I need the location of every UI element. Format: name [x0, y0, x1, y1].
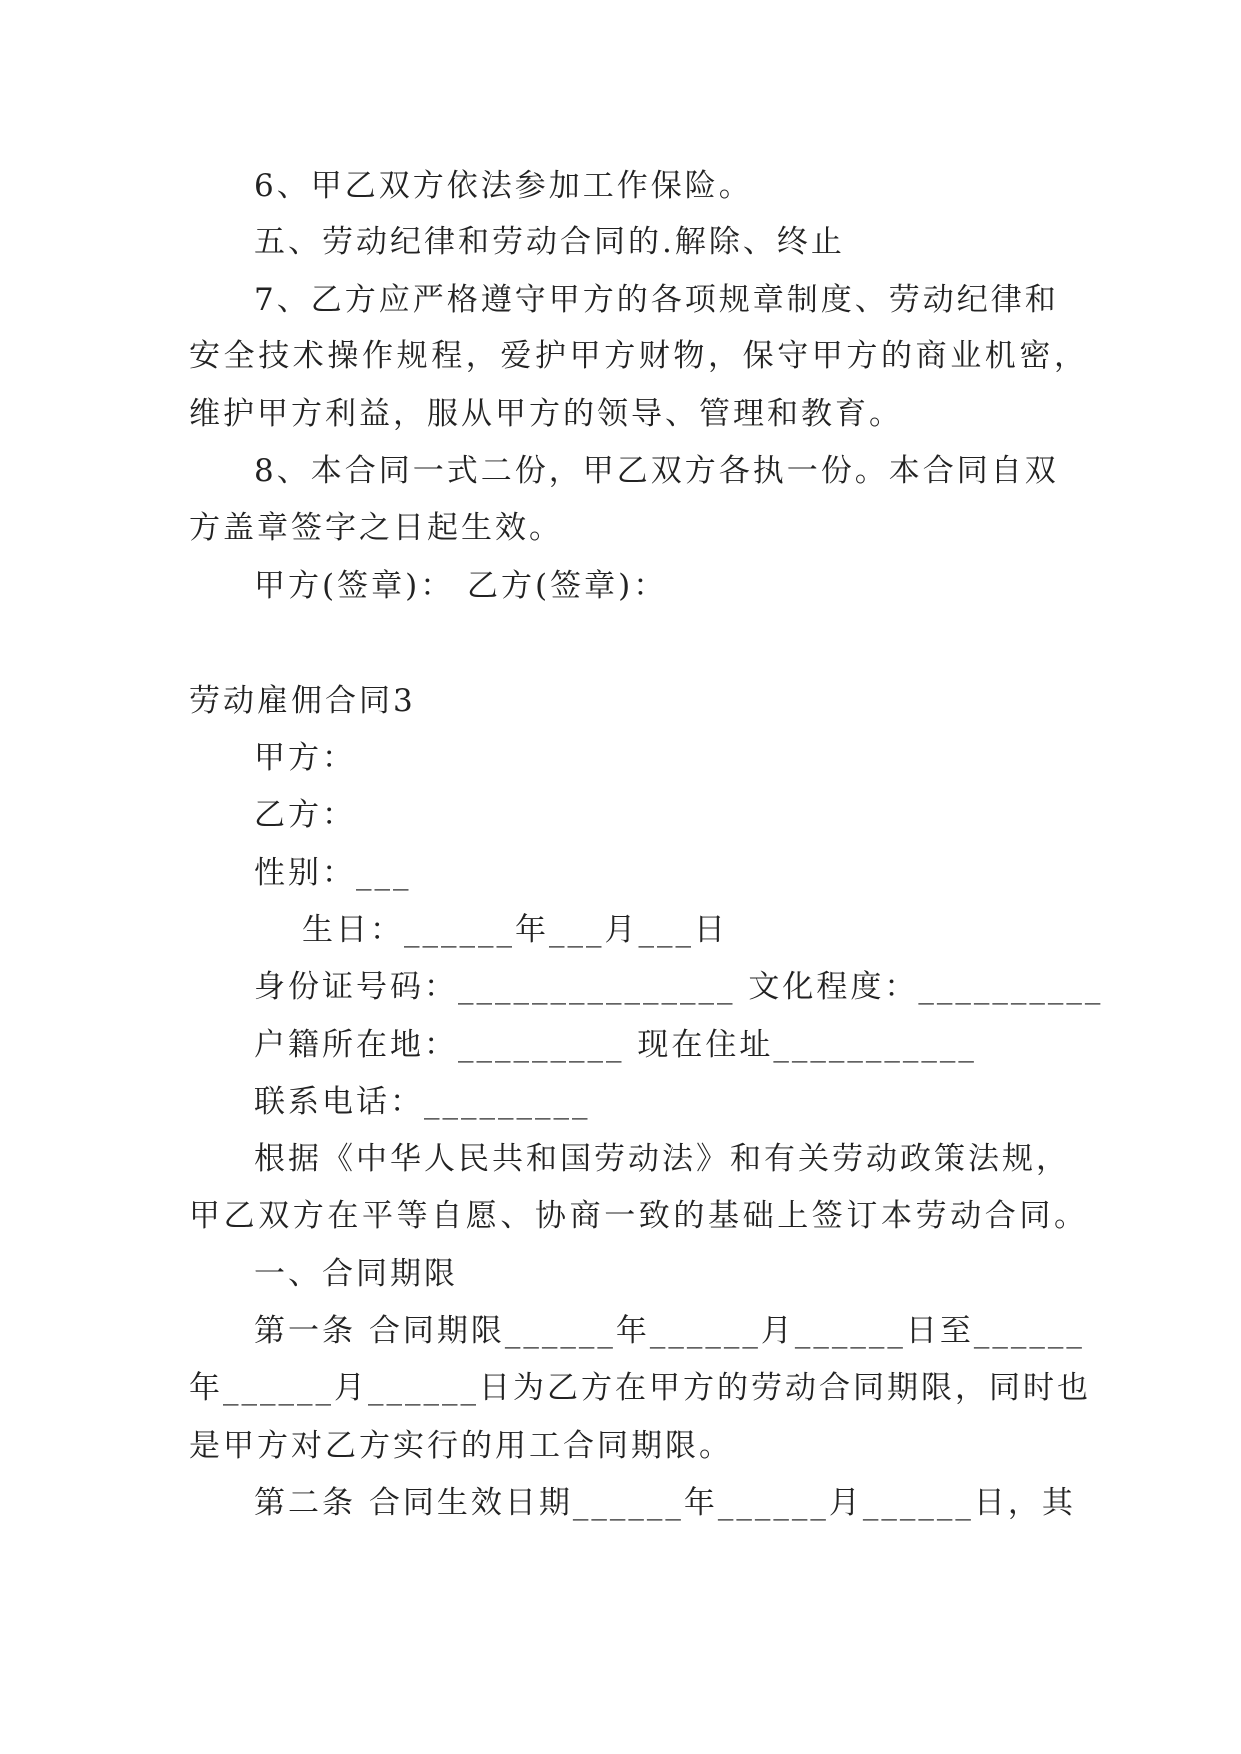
clause-line: 年______月______日为乙方在甲方的劳动合同期限，同时也: [189, 1370, 1091, 1406]
document-title: 劳动雇佣合同3: [189, 683, 416, 719]
phone-field: 联系电话：_________: [254, 1084, 591, 1120]
section-heading: 一、合同期限: [254, 1256, 458, 1292]
id-education-fields: 身份证号码：_______________ 文化程度：__________: [254, 969, 1104, 1005]
paragraph-line: 根据《中华人民共和国劳动法》和有关劳动政策法规，: [254, 1141, 1070, 1177]
paragraph-line: 7、乙方应严格遵守甲方的各项规章制度、劳动纪律和: [254, 282, 1059, 318]
clause-line: 第二条 合同生效日期______年______月______日，其: [254, 1485, 1076, 1521]
paragraph-line: 安全技术操作规程，爱护甲方财物，保守甲方的商业机密，: [189, 338, 1089, 374]
party-a-field: 甲方：: [254, 740, 356, 776]
clause-line: 是甲方对乙方实行的用工合同期限。: [189, 1428, 733, 1464]
gender-field: 性别：___: [254, 855, 412, 891]
paragraph-line: 甲乙双方在平等自愿、协商一致的基础上签订本劳动合同。: [189, 1198, 1089, 1234]
address-fields: 户籍所在地：_________ 现在住址___________: [254, 1027, 977, 1063]
signature-line: 甲方(签章)： 乙方(签章)：: [254, 568, 668, 604]
paragraph-line: 方盖章签字之日起生效。: [189, 510, 563, 546]
section-heading: 五、劳动纪律和劳动合同的.解除、终止: [254, 224, 845, 260]
paragraph-line: 维护甲方利益，服从甲方的领导、管理和教育。: [189, 396, 903, 432]
birthday-field: 生日：______年___月___日: [302, 912, 728, 948]
paragraph-line: 6、甲乙双方依法参加工作保险。: [254, 168, 753, 204]
paragraph-line: 8、本合同一式二份，甲乙双方各执一份。本合同自双: [254, 453, 1059, 489]
clause-line: 第一条 合同期限______年______月______日至______: [254, 1313, 1085, 1349]
party-b-field: 乙方：: [254, 797, 356, 833]
